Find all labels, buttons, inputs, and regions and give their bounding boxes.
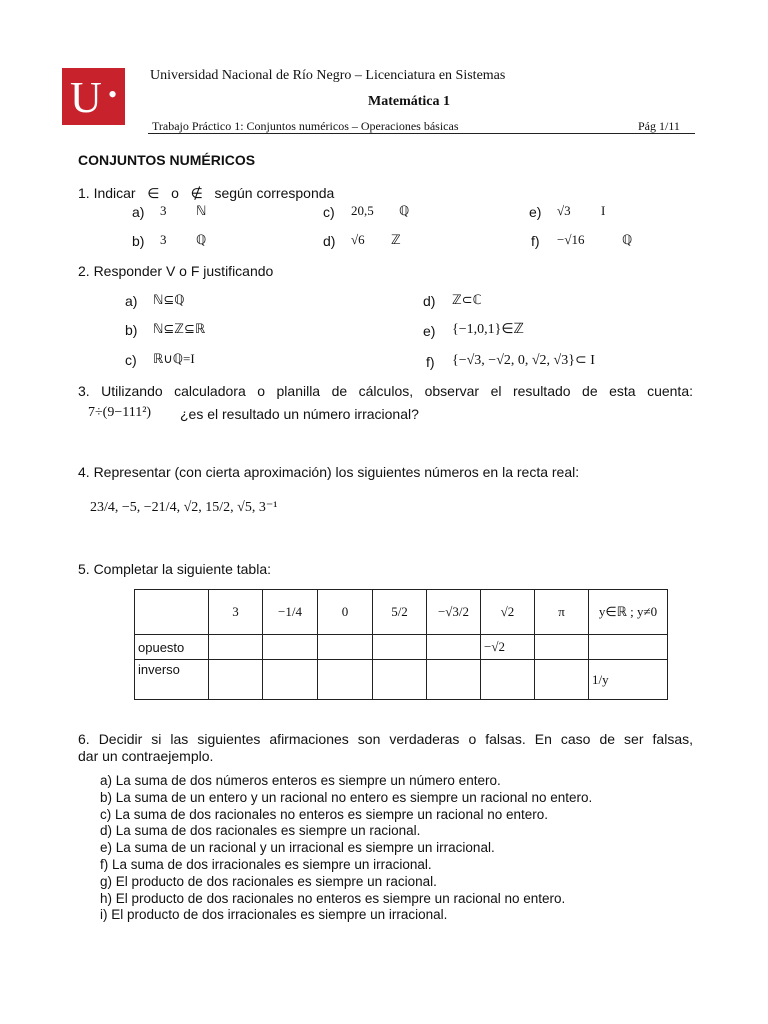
ex4-prompt: 4. Representar (con cierta aproximación) los siguientes números en la recta real:: [78, 464, 580, 480]
ex1-item-set: ℚ: [399, 203, 410, 218]
ex6-prompt-line1: 6. Decidir si las siguientes afirmaciones son verdaderas o falsas. En caso de ser falsas,: [78, 731, 693, 747]
table-cell: [318, 660, 373, 700]
table-cell: [263, 635, 318, 660]
ex2-item-label: a): [125, 293, 138, 309]
table-header-cell: 0: [318, 590, 373, 635]
page-number: Pág 1/11: [638, 119, 680, 133]
ex2-item-expr: ℝ∪ℚ=I: [153, 351, 195, 366]
ex2-item-label: b): [125, 322, 138, 338]
table-header-cell: 3: [209, 590, 263, 635]
table-cell: [373, 635, 427, 660]
ex1-item-label: a): [132, 204, 145, 220]
ex2-item-label: c): [125, 352, 137, 368]
list-item: b) La suma de un entero y un racional no entero es siempre un racional no entero.: [100, 789, 593, 805]
table-header-cell: y∈ℝ ; y≠0: [589, 590, 668, 635]
logo-dot-icon: •: [108, 80, 118, 109]
table-cell: [263, 660, 318, 700]
ex5-prompt: 5. Completar la siguiente tabla:: [78, 561, 271, 577]
ex1-item-set: ℕ: [196, 203, 207, 218]
ex2-item-expr: ℕ⊆ℤ⊆ℝ: [153, 321, 206, 336]
list-item: d) La suma de dos racionales es siempre un racional.: [100, 823, 421, 839]
university-logo: [62, 68, 125, 125]
ex1-item-value: 20,5: [351, 203, 374, 218]
table-cell: [535, 660, 589, 700]
ex3-expression: 7÷(9−111²): [88, 405, 152, 420]
table-cell-example: −√2: [481, 635, 535, 660]
course-title: Matemática 1: [368, 94, 451, 109]
table-cell: [209, 660, 263, 700]
ex1-item-label: f): [531, 233, 540, 249]
ex2-item-expr: ℤ⊂ℂ: [452, 292, 482, 307]
ex5-table: [134, 589, 668, 700]
ex2-item-label: e): [423, 323, 436, 339]
ex1-item-value: √3: [557, 203, 571, 218]
ex6-prompt-line2: dar un contraejemplo.: [78, 748, 214, 764]
ex1-item-set: ℚ: [196, 232, 207, 247]
ex2-item-expr: ℕ⊆ℚ: [153, 292, 185, 307]
table-cell: [427, 635, 481, 660]
practice-subtitle: Trabajo Práctico 1: Conjuntos numéricos – Operaciones básicas: [152, 119, 459, 133]
ex1-item-label: c): [323, 204, 335, 220]
ex1-prompt: 1. Indicar ∈ o ∉ según corresponda: [78, 185, 335, 201]
list-item: i) El producto de dos irracionales es siempre un irracional.: [100, 907, 448, 923]
ex1-item-set: I: [601, 203, 606, 218]
table-header-cell: −1/4: [263, 590, 318, 635]
ex2-item-label: d): [423, 293, 436, 309]
table-cell: [373, 660, 427, 700]
ex1-item-value: √6: [351, 232, 365, 247]
table-cell: [589, 635, 668, 660]
table-row-label: inverso: [135, 660, 209, 700]
ex1-item-label: e): [529, 204, 542, 220]
list-item: h) El producto de dos racionales no enteros es siempre un racional no entero.: [100, 890, 566, 906]
table-header-cell: √2: [481, 590, 535, 635]
table-header-cell: −√3/2: [427, 590, 481, 635]
ex1-item-value: 3: [160, 203, 167, 218]
ex1-item-value: 3: [160, 232, 167, 247]
table-cell: [209, 635, 263, 660]
list-item: c) La suma de dos racionales no enteros es siempre un racional no entero.: [100, 806, 549, 822]
university-name: Universidad Nacional de Río Negro – Licenciatura en Sistemas: [150, 68, 506, 83]
ex1-item-set: ℤ: [391, 232, 401, 247]
list-item: e) La suma de un racional y un irracional es siempre un irracional.: [100, 840, 495, 856]
page-title: CONJUNTOS NUMÉRICOS: [78, 152, 256, 168]
list-item: a) La suma de dos números enteros es siempre un número entero.: [100, 773, 501, 788]
table-header-cell: 5/2: [373, 590, 427, 635]
ex4-numbers: 23/4, −5, −21/4, √2, 15/2, √5, 3⁻¹: [90, 500, 278, 515]
table-cell: [318, 635, 373, 660]
header-divider: [148, 133, 695, 134]
list-item: g) El producto de dos racionales es siempre un racional.: [100, 873, 437, 889]
ex1-item-set: ℚ: [622, 232, 633, 247]
logo-letter: U: [70, 73, 102, 122]
ex2-item-label: f): [426, 354, 435, 370]
table-row-label: opuesto: [135, 635, 209, 660]
ex2-prompt: 2. Responder V o F justificando: [78, 263, 274, 279]
table-cell-example: 1/y: [589, 660, 668, 700]
table-header-cell: π: [535, 590, 589, 635]
ex2-item-expr: {−√3, −√2, 0, √2, √3}⊂ I: [452, 353, 595, 368]
ex1-item-label: b): [132, 233, 145, 249]
ex3-line2: ¿es el resultado un número irracional?: [180, 406, 419, 422]
ex2-item-expr: {−1,0,1}∈ℤ: [452, 322, 524, 337]
ex1-item-value: −√16: [557, 232, 585, 247]
table-corner-cell: [135, 590, 209, 635]
ex6-statements: [100, 773, 592, 924]
table-cell: [427, 660, 481, 700]
table-cell: [535, 635, 589, 660]
ex3-line1: 3. Utilizando calculadora o planilla de cálculos, observar el resultado de esta cuenta:: [78, 383, 693, 399]
table-cell: [481, 660, 535, 700]
ex1-item-label: d): [323, 233, 336, 249]
list-item: f) La suma de dos irracionales es siempre un irracional.: [100, 856, 432, 872]
